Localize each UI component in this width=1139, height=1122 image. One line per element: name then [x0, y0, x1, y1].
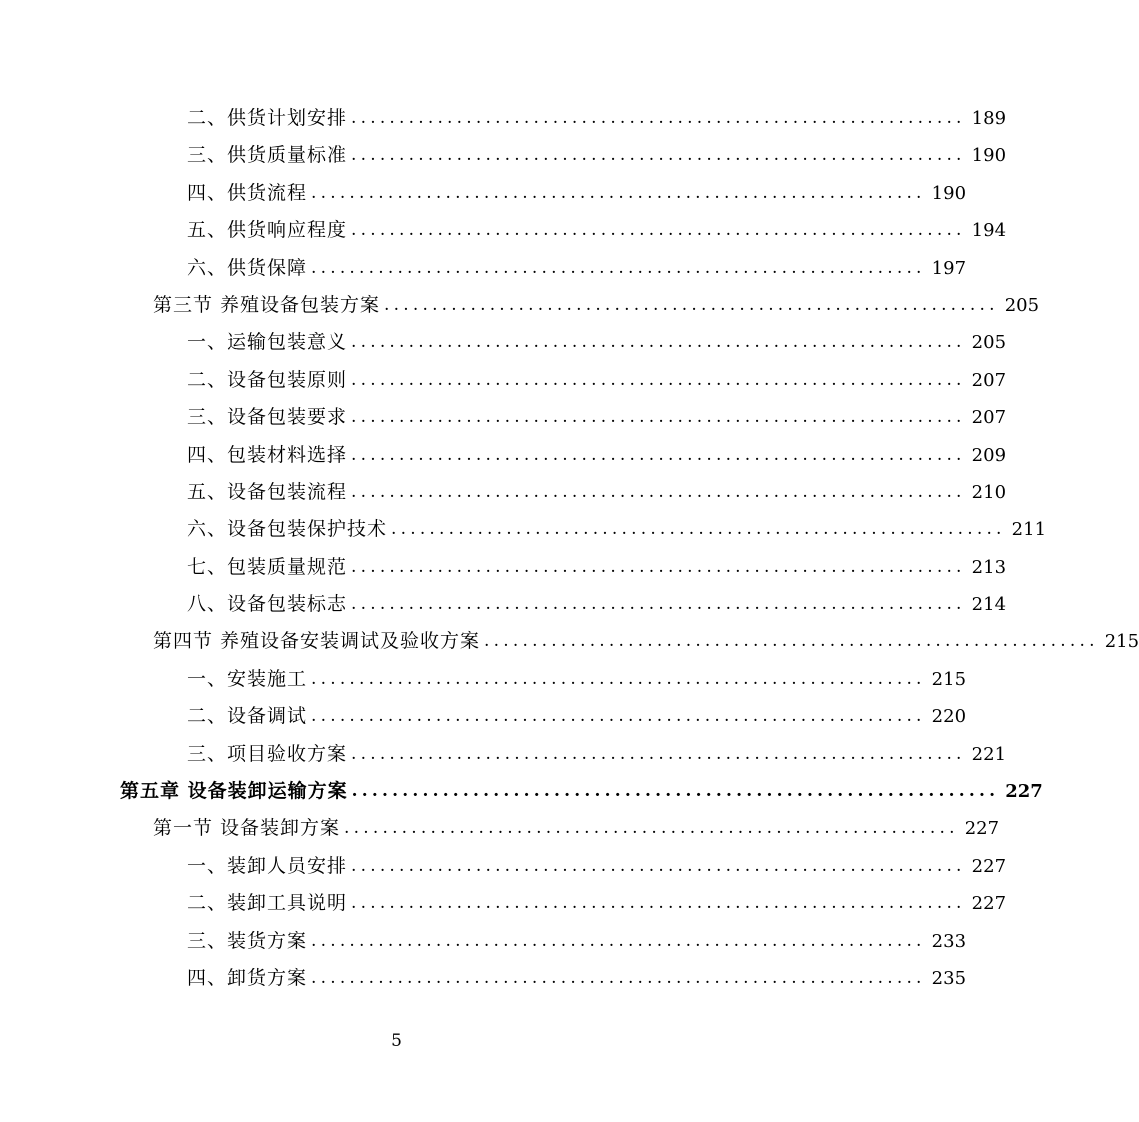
- toc-entry-page: 194: [971, 220, 1007, 242]
- toc-dot-leader: ................................................................: [351, 220, 966, 241]
- toc-dot-leader: ................................................................: [384, 294, 999, 315]
- toc-entry[interactable]: [0, 250, 967, 287]
- toc-entry[interactable]: [0, 923, 967, 960]
- toc-entry[interactable]: [0, 698, 967, 735]
- toc-entry[interactable]: [0, 736, 1007, 773]
- toc-dot-leader: ................................................................: [311, 257, 926, 278]
- toc-entry-title: 六、设备包装保护技术: [187, 518, 388, 541]
- toc-dot-leader: ................................................................: [351, 855, 966, 876]
- toc-entry-title: 一、安装施工: [187, 667, 308, 690]
- toc-entry-page: 213: [971, 556, 1007, 578]
- toc-entry[interactable]: [0, 399, 1007, 436]
- toc-entry[interactable]: [0, 549, 1007, 586]
- toc-entry[interactable]: [0, 960, 967, 997]
- toc-entry[interactable]: [0, 100, 1007, 137]
- toc-entry[interactable]: [0, 474, 1007, 511]
- toc-entry[interactable]: [0, 287, 1040, 324]
- toc-dot-leader: ................................................................: [351, 481, 966, 502]
- toc-dot-leader: ................................................................: [391, 519, 1006, 540]
- toc-entry-title: 五、设备包装流程: [187, 480, 348, 503]
- toc-entry-title: 七、包装质量规范: [187, 555, 348, 578]
- toc-dot-leader: ................................................................: [351, 332, 966, 353]
- toc-entry-title: 二、装卸工具说明: [187, 892, 348, 915]
- toc-entry-title: 二、设备调试: [187, 705, 308, 728]
- toc-dot-leader: ................................................................: [351, 369, 966, 390]
- toc-entry-title: 六、供货保障: [187, 256, 308, 279]
- toc-entry-page: 210: [971, 481, 1007, 503]
- toc-dot-leader: ................................................................: [311, 706, 926, 727]
- toc-entry-page: 227: [964, 818, 1000, 840]
- page-number: 5: [391, 1031, 402, 1051]
- toc-entry[interactable]: [0, 810, 1000, 847]
- toc-entry-page: 227: [971, 855, 1007, 877]
- toc-chapter-entry[interactable]: [0, 773, 1043, 810]
- toc-entry-page: 189: [971, 108, 1007, 129]
- toc-entry[interactable]: [0, 362, 1007, 399]
- toc-dot-leader: ................................................................: [344, 818, 959, 839]
- toc-dot-leader: ................................................................: [484, 631, 1099, 652]
- toc-entry-title: 三、装货方案: [187, 929, 308, 952]
- toc-entry-page: 190: [931, 182, 967, 204]
- toc-entry-page: 205: [971, 332, 1007, 354]
- toc-entry-title: 第四节 养殖设备安装调试及验收方案: [153, 630, 481, 653]
- toc-entry[interactable]: [0, 175, 967, 212]
- toc-entry-title: 三、项目验收方案: [187, 742, 348, 765]
- toc-entry-title: 二、供货计划安排: [187, 107, 348, 129]
- table-of-contents: [0, 100, 1139, 997]
- toc-dot-leader: ................................................................: [351, 743, 966, 764]
- toc-entry[interactable]: [0, 586, 1007, 623]
- toc-entry[interactable]: [0, 324, 1007, 361]
- toc-entry-page: 197: [931, 257, 967, 279]
- toc-dot-leader: ................................................................: [351, 781, 1000, 802]
- toc-dot-leader: ................................................................: [351, 556, 966, 577]
- toc-entry-page: 209: [971, 444, 1007, 466]
- toc-entry-page: 235: [931, 967, 967, 989]
- toc-entry[interactable]: [0, 137, 1007, 174]
- toc-entry-title: 二、设备包装原则: [187, 368, 348, 391]
- toc-entry-page: 233: [931, 930, 967, 952]
- toc-entry-page: 207: [971, 407, 1007, 429]
- toc-entry-title: 四、卸货方案: [187, 966, 308, 989]
- toc-entry-title: 一、装卸人员安排: [187, 854, 348, 877]
- toc-entry-title: 三、设备包装要求: [187, 406, 348, 429]
- toc-entry-page: 227: [1005, 781, 1043, 803]
- toc-entry-title: 五、供货响应程度: [187, 219, 348, 242]
- toc-dot-leader: ................................................................: [351, 108, 966, 128]
- toc-entry[interactable]: [0, 885, 1007, 922]
- toc-entry[interactable]: [0, 511, 1047, 548]
- toc-entry-page: 227: [971, 893, 1007, 915]
- toc-entry[interactable]: [0, 848, 1007, 885]
- toc-entry-title: 第一节 设备装卸方案: [153, 817, 341, 840]
- toc-dot-leader: ................................................................: [311, 182, 926, 203]
- toc-entry-title: 第五章 设备装卸运输方案: [120, 780, 348, 803]
- toc-dot-leader: ................................................................: [311, 930, 926, 951]
- toc-entry[interactable]: [0, 623, 1139, 660]
- toc-entry-page: 220: [931, 706, 967, 728]
- toc-dot-leader: ................................................................: [311, 967, 926, 988]
- toc-dot-leader: ................................................................: [351, 407, 966, 428]
- toc-entry-title: 三、供货质量标准: [187, 144, 348, 167]
- toc-entry-page: 190: [971, 145, 1007, 167]
- toc-entry[interactable]: [0, 212, 1007, 249]
- toc-entry-page: 205: [1004, 294, 1040, 316]
- toc-entry-page: 211: [1011, 519, 1047, 541]
- toc-dot-leader: ................................................................: [351, 594, 966, 615]
- toc-entry-page: 221: [971, 743, 1007, 765]
- toc-entry-page: 214: [971, 594, 1007, 616]
- toc-dot-leader: ................................................................: [351, 444, 966, 465]
- toc-dot-leader: ................................................................: [311, 668, 926, 689]
- toc-entry-page: 215: [931, 668, 967, 690]
- toc-entry[interactable]: [0, 437, 1007, 474]
- toc-entry[interactable]: [0, 661, 967, 698]
- toc-entry-title: 一、运输包装意义: [187, 331, 348, 354]
- toc-entry-title: 第三节 养殖设备包装方案: [153, 293, 381, 316]
- toc-entry-title: 八、设备包装标志: [187, 593, 348, 616]
- toc-dot-leader: ................................................................: [351, 145, 966, 166]
- toc-entry-page: 207: [971, 369, 1007, 391]
- toc-dot-leader: ................................................................: [351, 893, 966, 914]
- toc-entry-title: 四、包装材料选择: [187, 443, 348, 466]
- toc-entry-page: 215: [1104, 631, 1139, 653]
- toc-entry-title: 四、供货流程: [187, 181, 308, 204]
